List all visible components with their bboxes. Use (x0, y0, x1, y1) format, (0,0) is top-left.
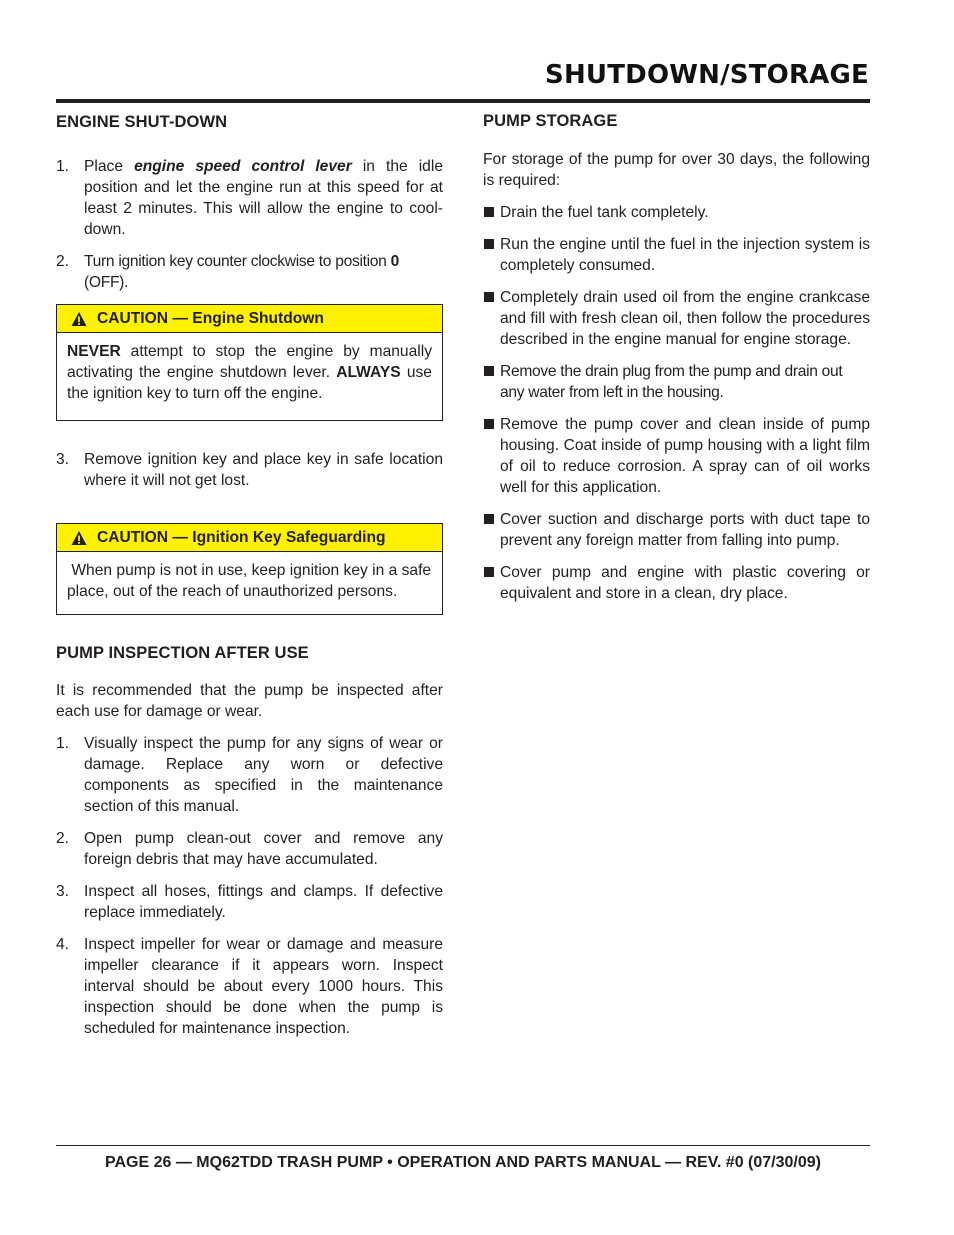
step-number: 2. (56, 830, 70, 847)
caution-title: CAUTION — Engine Shutdown (97, 310, 324, 327)
square-bullet-icon (484, 239, 494, 249)
step-text-part: Turn ignition key counter clockwise to position (84, 253, 391, 270)
engine-shutdown-heading: ENGINE SHUT-DOWN (56, 113, 228, 131)
caution-body: When pump is not in use, keep ignition key in a safe place, out of the reach of unauthorized persons. (67, 562, 436, 600)
step-text: Inspect impeller for wear or damage and measure impeller clearance if it appears worn. Inspect interval should be about every 1000 hours. This inspection should be done when the pump is scheduled for maintenance inspection. (84, 936, 443, 1037)
list-item (483, 202, 870, 223)
caution-header (57, 524, 442, 552)
bullet-text: Cover pump and engine with plastic covering or equivalent and store in a clean, dry place. (500, 564, 870, 602)
square-bullet-icon (484, 292, 494, 302)
step-1 (56, 156, 443, 240)
bullet-text: Run the engine until the fuel in the injection system is completely consumed. (500, 236, 870, 274)
inspection-intro: It is recommended that the pump be inspected after each use for damage or wear. (56, 682, 443, 720)
step-text (84, 251, 443, 293)
caution-text: use the ignition key to turn off the engine. (67, 364, 432, 402)
list-item (483, 361, 870, 403)
step-number: 3. (56, 883, 70, 900)
bullet-text: Cover suction and discharge ports with duct tape to prevent any foreign matter from falling into pump. (500, 511, 870, 549)
step-emphasis: engine speed control lever (134, 158, 352, 175)
step-number: 2. (56, 253, 70, 270)
caution-bold: NEVER (67, 343, 121, 360)
caution-header (57, 305, 442, 333)
list-item (483, 234, 870, 276)
step-bold: 0 (390, 253, 399, 270)
inspection-heading: PUMP INSPECTION AFTER USE (56, 644, 309, 662)
step-3 (56, 449, 443, 491)
square-bullet-icon (484, 419, 494, 429)
square-bullet-icon (484, 567, 494, 577)
engine-shutdown-steps (56, 156, 443, 293)
bullet-text: Remove the pump cover and clean inside of pump housing. Coat inside of pump housing with a light film of oil to reduce corrosion. A spray can of oil works well for this application. (500, 416, 870, 496)
inspection-step-2 (56, 828, 443, 870)
title-rule (56, 99, 870, 103)
storage-bullets (483, 202, 870, 604)
step-number: 1. (56, 158, 70, 175)
step-number: 1. (56, 735, 70, 752)
warning-triangle-icon (71, 530, 87, 546)
list-item (483, 287, 870, 350)
step-number: 3. (56, 451, 70, 468)
step-text: Open pump clean-out cover and remove any foreign debris that may have accumulated. (84, 830, 443, 868)
square-bullet-icon (484, 207, 494, 217)
inspection-step-3 (56, 881, 443, 923)
caution-box-engine-shutdown (56, 304, 443, 421)
square-bullet-icon (484, 366, 494, 376)
list-item (483, 509, 870, 551)
caution-text: attempt to stop the engine by manually activating the engine shutdown lever. (67, 343, 432, 381)
storage-intro: For storage of the pump for over 30 days, the following is required: (483, 151, 870, 189)
inspection-step-1 (56, 733, 443, 817)
inspection-steps (56, 733, 443, 1039)
step-number: 4. (56, 936, 70, 953)
page-footer: PAGE 26 — MQ62TDD TRASH PUMP • OPERATION AND PARTS MANUAL — REV. #0 (07/30/09) (105, 1154, 821, 1171)
caution-body (57, 333, 442, 420)
step-text: Remove ignition key and place key in safe location where it will not get lost. (84, 451, 443, 489)
pump-storage-heading: PUMP STORAGE (483, 112, 618, 130)
square-bullet-icon (484, 514, 494, 524)
caution-bold: ALWAYS (336, 364, 401, 381)
bullet-text: Drain the fuel tank completely. (500, 204, 709, 221)
step-text: Inspect all hoses, fittings and clamps. If defective replace immediately. (84, 883, 443, 921)
caution-box-ignition-key (56, 523, 443, 615)
bullet-text: Remove the drain plug from the pump and drain out any water from left in the housing. (500, 363, 843, 401)
step-text (84, 156, 443, 240)
warning-triangle-icon (71, 311, 87, 327)
inspection-step-4 (56, 934, 443, 1039)
page-title: SHUTDOWN/STORAGE (545, 60, 869, 90)
list-item (483, 414, 870, 498)
caution-title: CAUTION — Ignition Key Safeguarding (97, 529, 386, 546)
footer-rule (56, 1145, 870, 1146)
step-text-part: (OFF). (84, 274, 129, 291)
list-item (483, 562, 870, 604)
right-column (483, 111, 870, 615)
step-text: Visually inspect the pump for any signs of wear or damage. Replace any worn or defective components as specified in the maintenance section of this manual. (84, 735, 443, 815)
left-column (56, 112, 443, 1050)
step-text-part: Place (84, 158, 135, 175)
step-text-part: in the idle position and let the engine run at this speed for at least 2 minutes. This will allow the engine to cool-down. (84, 158, 443, 238)
bullet-text: Completely drain used oil from the engine crankcase and fill with fresh clean oil, then follow the procedures described in the engine manual for engine storage. (500, 289, 870, 348)
step-2 (56, 251, 443, 293)
